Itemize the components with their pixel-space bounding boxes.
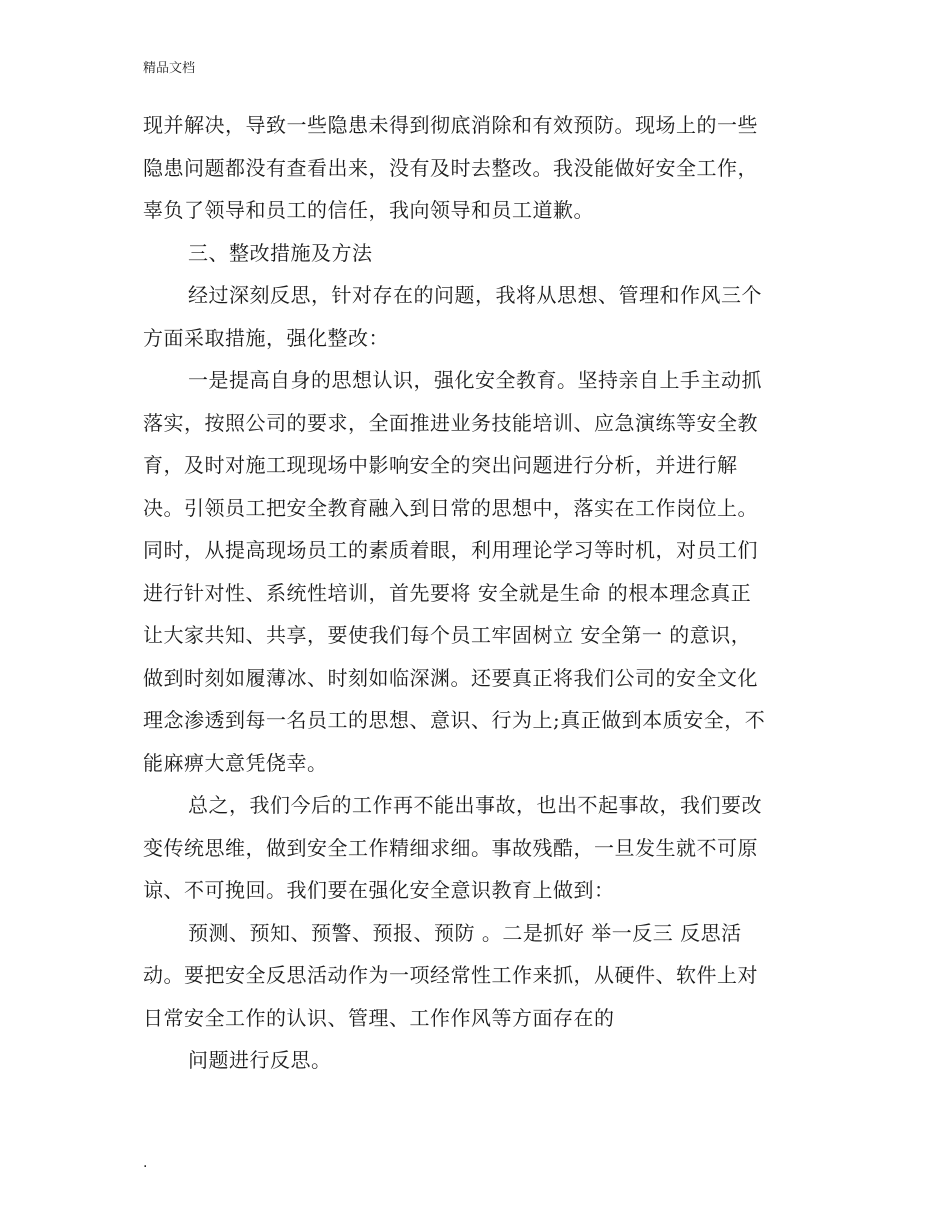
text-line: 同时，从提高现场员工的素质着眼，利用理论学习等时机，对员工们: [143, 538, 758, 562]
text-line: 育，及时对施工现现场中影响安全的突出问题进行分析，并进行解: [143, 453, 738, 477]
document-body: [143, 104, 808, 1082]
text-line: 做到时刻如履薄冰、时刻如临深渊。还要真正将我们公司的安全文化: [143, 665, 758, 690]
text-line: 落实，按照公司的要求，全面推进业务技能培训、应急演练等安全教: [143, 410, 758, 435]
text-line: 现并解决，导致一些隐患未得到彻底消除和有效预防。现场上的一些: [143, 113, 758, 137]
text-line: 三、整改措施及方法: [188, 240, 373, 265]
text-line: 让大家共知、共享，要使我们每个员工牢固树立 安全第一 的意识，: [143, 623, 752, 647]
text-line: 隐患问题都没有查看出来，没有及时去整改。我没能做好安全工作，: [143, 155, 758, 180]
text-line: 理念渗透到每一名员工的思想、意识、行为上;真正做到本质安全，不: [143, 708, 766, 732]
text-line: 辜负了领导和员工的信任，我向领导和员工道歉。: [143, 198, 594, 222]
text-line: 总之，我们今后的工作再不能出事故，也出不起事故，我们要改: [188, 793, 762, 817]
text-line: 问题进行反思。: [188, 1048, 332, 1072]
text-line: 能麻痹大意凭侥幸。: [143, 750, 328, 775]
text-line: 经过深刻反思，针对存在的问题，我将从思想、管理和作风三个: [188, 283, 762, 307]
text-line: 日常安全工作的认识、管理、工作作风等方面存在的: [143, 1005, 615, 1030]
text-line: 变传统思维，做到安全工作精细求细。事故残酷，一旦发生就不可原: [143, 835, 758, 860]
text-line: 一是提高自身的思想认识，强化安全教育。坚持亲自上手主动抓: [188, 368, 762, 392]
text-line: 预测、预知、预警、预报、预防 。二是抓好 举一反三 反思活: [188, 920, 742, 945]
text-line: 谅、不可挽回。我们要在强化安全意识教育上做到：: [143, 878, 615, 902]
text-line: 动。要把安全反思活动作为一项经常性工作来抓，从硬件、软件上对: [143, 963, 758, 987]
text-line: 进行针对性、系统性培训，首先要将 安全就是生命 的根本理念真正: [143, 580, 752, 605]
text-line: 决。引领员工把安全教育融入到日常的思想中，落实在工作岗位上。: [143, 495, 758, 520]
footer-mark: .: [143, 1155, 148, 1171]
text-line: 方面采取措施，强化整改：: [143, 325, 389, 350]
page-header-label: 精品文档: [143, 61, 196, 76]
